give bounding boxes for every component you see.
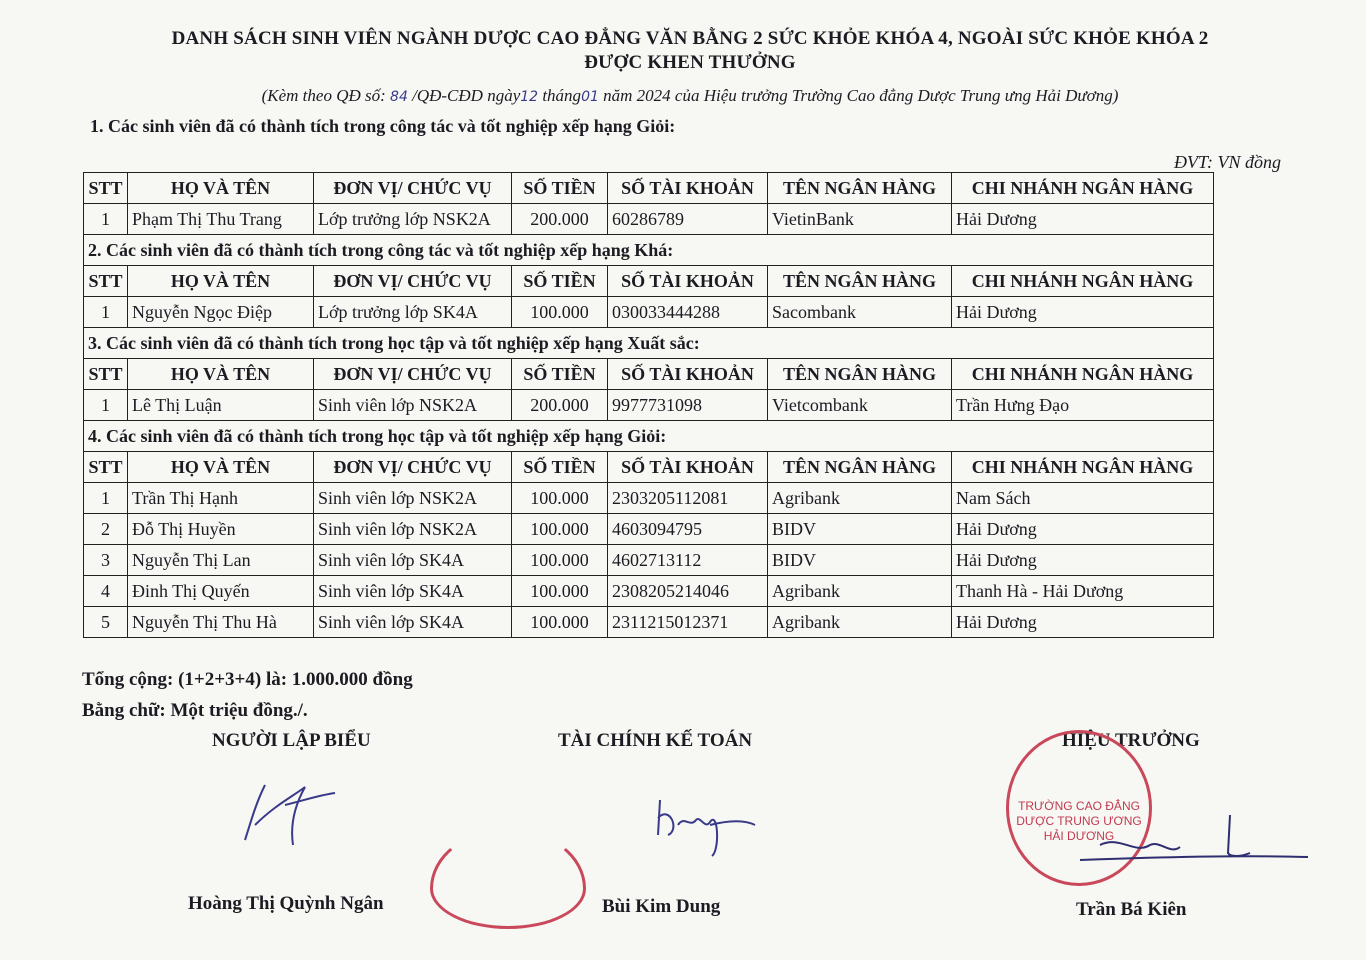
cell-branch: Hải Dương	[952, 297, 1214, 328]
table-row	[84, 514, 1214, 545]
subtitle-part-c: tháng	[538, 86, 582, 105]
table-row	[84, 204, 1214, 235]
signer-2-role: TÀI CHÍNH KẾ TOÁN	[558, 730, 753, 751]
cell-branch: Thanh Hà - Hải Dương	[952, 576, 1214, 607]
signer-2-name: Bùi Kim Dung	[602, 896, 721, 917]
cell-bank: Sacombank	[768, 297, 952, 328]
column-header: SỐ TIỀN	[512, 266, 608, 297]
cell-name: Đinh Thị Quyến	[128, 576, 314, 607]
signer-1-name: Hoàng Thị Quỳnh Ngân	[188, 893, 384, 914]
column-header: HỌ VÀ TÊN	[128, 173, 314, 204]
cell-account: 9977731098	[608, 390, 768, 421]
column-header: ĐƠN VỊ/ CHỨC VỤ	[314, 452, 512, 483]
section-heading-row	[84, 328, 1214, 359]
decision-day: 12	[520, 89, 539, 105]
column-header: SỐ TIỀN	[512, 359, 608, 390]
cell-unit: Lớp trưởng lớp NSK2A	[314, 204, 512, 235]
column-header: CHI NHÁNH NGÂN HÀNG	[952, 173, 1214, 204]
cell-stt: 2	[84, 514, 128, 545]
total-sum: Tổng cộng: (1+2+3+4) là: 1.000.000 đồng	[82, 669, 413, 690]
document-title-line-2: ĐƯỢC KHEN THƯỞNG	[584, 52, 796, 73]
cell-stt: 1	[84, 483, 128, 514]
table-header-row	[84, 173, 1214, 204]
cell-account: 2311215012371	[608, 607, 768, 638]
cell-name: Nguyễn Thị Lan	[128, 545, 314, 576]
table-header-row	[84, 452, 1214, 483]
table-header-row	[84, 266, 1214, 297]
stamp-line-3: HẢI DƯƠNG	[1043, 829, 1115, 843]
cell-branch: Hải Dương	[952, 514, 1214, 545]
cell-name: Nguyễn Thị Thu Hà	[128, 607, 314, 638]
cell-unit: Sinh viên lớp NSK2A	[314, 483, 512, 514]
column-header: SỐ TÀI KHOẢN	[608, 266, 768, 297]
cell-account: 2303205112081	[608, 483, 768, 514]
column-header: TÊN NGÂN HÀNG	[768, 359, 952, 390]
cell-account: 2308205214046	[608, 576, 768, 607]
cell-branch: Hải Dương	[952, 545, 1214, 576]
column-header: HỌ VÀ TÊN	[128, 359, 314, 390]
column-header: TÊN NGÂN HÀNG	[768, 266, 952, 297]
signer-1-role: NGƯỜI LẬP BIỂU	[212, 730, 371, 751]
cell-name: Lê Thị Luận	[128, 390, 314, 421]
signature-1-image	[235, 765, 345, 865]
subtitle-part-d: năm 2024 của Hiệu trưởng Trường Cao đẳng Dược Trung ưng Hải Dương)	[598, 86, 1119, 105]
column-header: SỐ TIỀN	[512, 452, 608, 483]
column-header: TÊN NGÂN HÀNG	[768, 173, 952, 204]
signer-3-role: HIỆU TRƯỞNG	[1062, 730, 1200, 751]
cell-name: Nguyễn Ngọc Điệp	[128, 297, 314, 328]
cell-stt: 5	[84, 607, 128, 638]
column-header: ĐƠN VỊ/ CHỨC VỤ	[314, 359, 512, 390]
table-row	[84, 297, 1214, 328]
table-row	[84, 576, 1214, 607]
cell-name: Phạm Thị Thu Trang	[128, 204, 314, 235]
section-4-heading: 4. Các sinh viên đã có thành tích trong học tập và tốt nghiệp xếp hạng Giỏi:	[84, 421, 1214, 452]
cell-branch: Hải Dương	[952, 204, 1214, 235]
section-2-heading: 2. Các sinh viên đã có thành tích trong công tác và tốt nghiệp xếp hạng Khá:	[84, 235, 1214, 266]
cell-bank: VietinBank	[768, 204, 952, 235]
cell-amount: 100.000	[512, 514, 608, 545]
stamp-line-1: TRƯỜNG CAO ĐẲNG	[1018, 799, 1140, 813]
column-header: HỌ VÀ TÊN	[128, 452, 314, 483]
cell-account: 4603094795	[608, 514, 768, 545]
cell-name: Trần Thị Hạnh	[128, 483, 314, 514]
signature-3-image	[1080, 805, 1310, 875]
column-header: HỌ VÀ TÊN	[128, 266, 314, 297]
subtitle-part-b: /QĐ-CĐD ngày	[407, 86, 521, 105]
column-header: STT	[84, 266, 128, 297]
cell-amount: 100.000	[512, 576, 608, 607]
table-header-row	[84, 359, 1214, 390]
column-header: TÊN NGÂN HÀNG	[768, 452, 952, 483]
section-heading-row	[84, 235, 1214, 266]
cell-account: 60286789	[608, 204, 768, 235]
cell-account: 030033444288	[608, 297, 768, 328]
cell-bank: Agribank	[768, 483, 952, 514]
cell-amount: 100.000	[512, 545, 608, 576]
cell-stt: 4	[84, 576, 128, 607]
cell-account: 4602713112	[608, 545, 768, 576]
document-subtitle	[90, 86, 1290, 106]
decision-number: 84	[390, 89, 408, 105]
cell-branch: Hải Dương	[952, 607, 1214, 638]
cell-unit: Sinh viên lớp NSK2A	[314, 514, 512, 545]
column-header: SỐ TIỀN	[512, 173, 608, 204]
column-header: ĐƠN VỊ/ CHỨC VỤ	[314, 173, 512, 204]
signer-3-name: Trần Bá Kiên	[1076, 899, 1187, 920]
cell-name: Đỗ Thị Huyền	[128, 514, 314, 545]
table-row	[84, 607, 1214, 638]
column-header: CHI NHÁNH NGÂN HÀNG	[952, 266, 1214, 297]
award-table	[83, 172, 1214, 638]
stamp-line-2: DƯỢC TRUNG ƯƠNG	[1016, 814, 1142, 828]
total-in-words: Bằng chữ: Một triệu đồng./.	[82, 700, 308, 721]
cell-amount: 200.000	[512, 390, 608, 421]
document-title-line-1: DANH SÁCH SINH VIÊN NGÀNH DƯỢC CAO ĐẲNG VĂN BẰNG 2 SỨC KHỎE KHÓA 4, NGOÀI SỨC KHỎE KHÓA 2	[171, 28, 1209, 49]
column-header: CHI NHÁNH NGÂN HÀNG	[952, 452, 1214, 483]
column-header: SỐ TÀI KHOẢN	[608, 452, 768, 483]
cell-unit: Sinh viên lớp NSK2A	[314, 390, 512, 421]
section-1-heading: 1. Các sinh viên đã có thành tích trong công tác và tốt nghiệp xếp hạng Giỏi:	[90, 116, 676, 136]
cell-unit: Sinh viên lớp SK4A	[314, 607, 512, 638]
signature-2-image	[650, 790, 760, 860]
cell-bank: BIDV	[768, 514, 952, 545]
cell-unit: Lớp trưởng lớp SK4A	[314, 297, 512, 328]
table-row	[84, 483, 1214, 514]
cell-bank: BIDV	[768, 545, 952, 576]
cell-branch: Nam Sách	[952, 483, 1214, 514]
cell-stt: 1	[84, 390, 128, 421]
column-header: STT	[84, 173, 128, 204]
cell-stt: 1	[84, 204, 128, 235]
totals-block	[82, 664, 413, 726]
cell-unit: Sinh viên lớp SK4A	[314, 576, 512, 607]
cell-amount: 200.000	[512, 204, 608, 235]
column-header: SỐ TÀI KHOẢN	[608, 359, 768, 390]
column-header: STT	[84, 359, 128, 390]
cell-branch: Trần Hưng Đạo	[952, 390, 1214, 421]
cell-bank: Vietcombank	[768, 390, 952, 421]
column-header: SỐ TÀI KHOẢN	[608, 173, 768, 204]
table-row	[84, 390, 1214, 421]
cell-stt: 3	[84, 545, 128, 576]
unit-label: ĐVT: VN đồng	[1173, 152, 1281, 172]
column-header: CHI NHÁNH NGÂN HÀNG	[952, 359, 1214, 390]
cell-bank: Agribank	[768, 576, 952, 607]
table-row	[84, 545, 1214, 576]
subtitle-part-a: (Kèm theo QĐ số:	[261, 86, 391, 105]
stamp-partial	[430, 828, 586, 929]
cell-unit: Sinh viên lớp SK4A	[314, 545, 512, 576]
cell-bank: Agribank	[768, 607, 952, 638]
section-heading-row	[84, 421, 1214, 452]
column-header: ĐƠN VỊ/ CHỨC VỤ	[314, 266, 512, 297]
section-3-heading: 3. Các sinh viên đã có thành tích trong học tập và tốt nghiệp xếp hạng Xuất sắc:	[84, 328, 1214, 359]
cell-amount: 100.000	[512, 607, 608, 638]
cell-stt: 1	[84, 297, 128, 328]
cell-amount: 100.000	[512, 483, 608, 514]
column-header: STT	[84, 452, 128, 483]
decision-month: 01	[581, 89, 599, 105]
cell-amount: 100.000	[512, 297, 608, 328]
